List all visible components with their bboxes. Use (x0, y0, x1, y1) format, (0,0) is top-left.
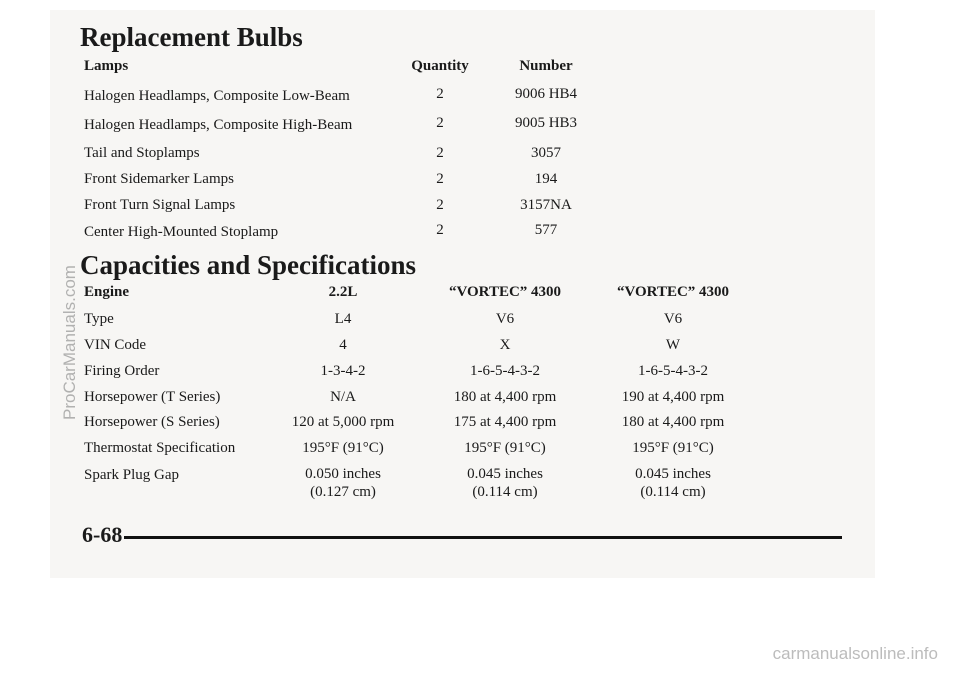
spec-value: 195°F (91°C) (632, 440, 714, 456)
spec-value: 180 at 4,400 rpm (621, 414, 725, 430)
spec-value: 1-6-5-4-3-2 (470, 363, 540, 379)
bulb-number: 9006 HB4 (514, 86, 578, 102)
bulb-quantity: 2 (436, 197, 444, 213)
bulb-number: 577 (534, 222, 558, 238)
spec-header-vortec-x: “VORTEC” 4300 (448, 284, 562, 300)
spec-value: X (499, 337, 511, 353)
spec-label: Thermostat Specification (84, 440, 236, 456)
bulb-lamp: Front Sidemarker Lamps (84, 171, 234, 187)
spec-value: 195°F (91°C) (302, 440, 384, 456)
bulb-quantity: 2 (436, 145, 444, 161)
spec-label: Firing Order (84, 363, 160, 379)
spec-value-line: 0.045 inches (635, 466, 711, 482)
spec-label: Horsepower (T Series) (84, 389, 221, 405)
spec-value: 1-3-4-2 (320, 363, 366, 379)
page-rule (124, 536, 842, 539)
section-title-bulbs: Replacement Bulbs (80, 22, 303, 52)
spec-value: 4 (339, 337, 347, 353)
header-number: Number (519, 58, 573, 74)
bulb-quantity: 2 (436, 222, 444, 238)
bulb-number: 9005 HB3 (514, 115, 578, 131)
bulb-lamp: Center High-Mounted Stoplamp (84, 224, 279, 240)
bulb-lamp: Halogen Headlamps, Composite Low-Beam (84, 88, 350, 104)
spec-label: Type (84, 311, 114, 327)
bulb-lamp: Front Turn Signal Lamps (84, 197, 236, 213)
spec-label: Horsepower (S Series) (84, 414, 220, 430)
bulb-number: 194 (534, 171, 558, 187)
spec-value (305, 465, 381, 501)
spec-value: 1-6-5-4-3-2 (638, 363, 708, 379)
spec-value: 190 at 4,400 rpm (621, 389, 725, 405)
bulb-number: 3057 (531, 145, 561, 161)
spec-value-line: (0.114 cm) (640, 484, 706, 500)
watermark: ProCarManuals.com (60, 265, 79, 420)
spec-value: 195°F (91°C) (464, 440, 546, 456)
section-title-specs: Capacities and Specifications (80, 250, 417, 280)
spec-value-line: (0.127 cm) (310, 484, 376, 500)
spec-label: VIN Code (84, 337, 147, 353)
spec-value: V6 (663, 311, 683, 327)
spec-value: W (665, 337, 681, 353)
spec-value: N/A (330, 389, 356, 405)
bulb-quantity: 2 (436, 86, 444, 102)
header-quantity: Quantity (411, 58, 469, 74)
spec-label: Spark Plug Gap (84, 467, 179, 483)
spec-header-2-2l: 2.2L (328, 284, 358, 300)
bulb-quantity: 2 (436, 115, 444, 131)
spec-value-line: (0.114 cm) (472, 484, 538, 500)
spec-value-line: 0.045 inches (467, 466, 543, 482)
page-number: 6-68 (82, 522, 123, 547)
bulb-quantity: 2 (436, 171, 444, 187)
footer-watermark: carmanualsonline.info (772, 644, 938, 663)
bulb-lamp: Halogen Headlamps, Composite High-Beam (84, 117, 353, 133)
spec-value (467, 465, 543, 501)
spec-value-line: 0.050 inches (305, 466, 381, 482)
spec-value: 175 at 4,400 rpm (453, 414, 557, 430)
spec-value: 120 at 5,000 rpm (291, 414, 395, 430)
header-lamps: Lamps (84, 58, 129, 74)
spec-header-vortec-w: “VORTEC” 4300 (616, 284, 730, 300)
spec-header-engine: Engine (84, 284, 130, 300)
spec-value: 180 at 4,400 rpm (453, 389, 557, 405)
spec-value: L4 (334, 311, 352, 327)
spec-value: V6 (495, 311, 515, 327)
bulb-lamp: Tail and Stoplamps (84, 145, 200, 161)
spec-value (635, 465, 711, 501)
bulb-number: 3157NA (520, 197, 572, 213)
